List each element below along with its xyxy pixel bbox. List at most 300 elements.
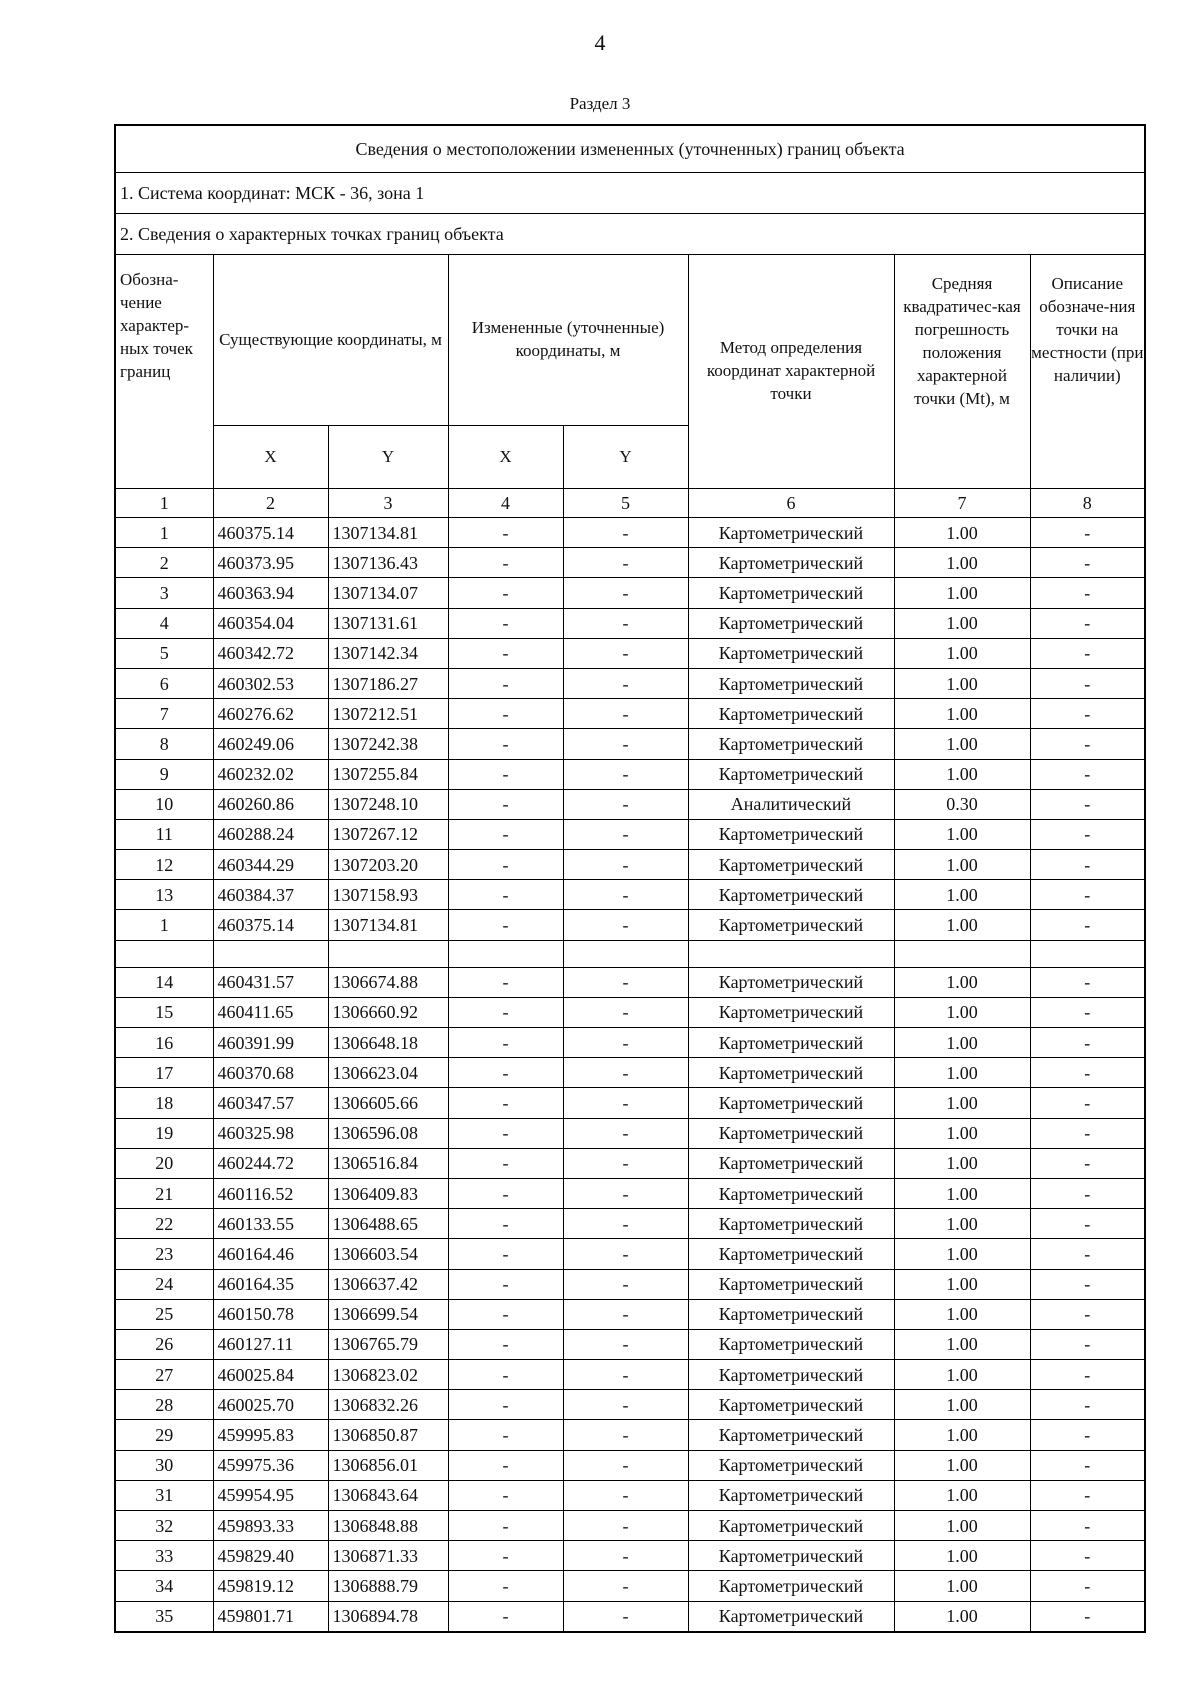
changed-x-cell: - bbox=[448, 1329, 563, 1359]
description-cell: - bbox=[1030, 1148, 1145, 1178]
table-title: Сведения о местоположении измененных (уточненных) границ объекта bbox=[115, 125, 1145, 173]
method-cell: Картометрический bbox=[688, 668, 894, 698]
existing-y-cell: 1307186.27 bbox=[328, 668, 448, 698]
table-row bbox=[115, 668, 1145, 698]
table-row bbox=[115, 759, 1145, 789]
changed-y-cell: - bbox=[563, 1541, 688, 1571]
changed-x-cell: - bbox=[448, 967, 563, 997]
mean-error-cell: 1.00 bbox=[894, 759, 1030, 789]
existing-x-cell: 459829.40 bbox=[213, 1541, 328, 1571]
existing-x-cell: 460276.62 bbox=[213, 699, 328, 729]
existing-x-cell: 459995.83 bbox=[213, 1420, 328, 1450]
changed-x-cell: - bbox=[448, 819, 563, 849]
method-cell: Картометрический bbox=[688, 910, 894, 940]
boundary-points-table bbox=[114, 124, 1146, 1633]
description-cell: - bbox=[1030, 759, 1145, 789]
changed-y-cell: - bbox=[563, 518, 688, 548]
point-number-cell: 33 bbox=[115, 1541, 213, 1571]
empty-cell bbox=[448, 940, 563, 967]
table-row bbox=[115, 1511, 1145, 1541]
existing-x-cell: 460127.11 bbox=[213, 1329, 328, 1359]
table-row bbox=[115, 997, 1145, 1027]
changed-y-cell: - bbox=[563, 880, 688, 910]
changed-y-cell: - bbox=[563, 1209, 688, 1239]
description-cell: - bbox=[1030, 1178, 1145, 1208]
description-cell: - bbox=[1030, 1511, 1145, 1541]
existing-y-cell: 1306596.08 bbox=[328, 1118, 448, 1148]
table-row bbox=[115, 1420, 1145, 1450]
method-cell: Картометрический bbox=[688, 1269, 894, 1299]
changed-x-cell: - bbox=[448, 789, 563, 819]
method-cell: Картометрический bbox=[688, 1360, 894, 1390]
changed-x-cell: - bbox=[448, 997, 563, 1027]
changed-x-cell: - bbox=[448, 1299, 563, 1329]
method-cell: Картометрический bbox=[688, 1390, 894, 1420]
table-row bbox=[115, 729, 1145, 759]
table-row bbox=[115, 1329, 1145, 1359]
existing-x-cell: 460431.57 bbox=[213, 967, 328, 997]
changed-x-cell: - bbox=[448, 668, 563, 698]
point-number-cell: 12 bbox=[115, 850, 213, 880]
existing-x-cell: 460391.99 bbox=[213, 1028, 328, 1058]
changed-y-cell: - bbox=[563, 1118, 688, 1148]
existing-x-cell: 460025.84 bbox=[213, 1360, 328, 1390]
point-number-cell: 18 bbox=[115, 1088, 213, 1118]
table-row bbox=[115, 1360, 1145, 1390]
changed-y-cell: - bbox=[563, 850, 688, 880]
table-row bbox=[115, 1058, 1145, 1088]
description-cell: - bbox=[1030, 1329, 1145, 1359]
method-cell: Картометрический bbox=[688, 1601, 894, 1632]
method-cell: Картометрический bbox=[688, 967, 894, 997]
table-row bbox=[115, 1571, 1145, 1601]
existing-x-cell: 460025.70 bbox=[213, 1390, 328, 1420]
existing-y-cell: 1306488.65 bbox=[328, 1209, 448, 1239]
changed-y-cell: - bbox=[563, 699, 688, 729]
table-row bbox=[115, 548, 1145, 578]
method-cell: Картометрический bbox=[688, 819, 894, 849]
table-row bbox=[115, 880, 1145, 910]
existing-x-cell: 460344.29 bbox=[213, 850, 328, 880]
description-cell: - bbox=[1030, 1209, 1145, 1239]
table-row bbox=[115, 638, 1145, 668]
point-number-cell: 32 bbox=[115, 1511, 213, 1541]
existing-y-cell: 1307267.12 bbox=[328, 819, 448, 849]
description-cell: - bbox=[1030, 997, 1145, 1027]
changed-y-cell: - bbox=[563, 1360, 688, 1390]
description-cell: - bbox=[1030, 1269, 1145, 1299]
changed-y-cell: - bbox=[563, 1178, 688, 1208]
column-number: 3 bbox=[328, 489, 448, 518]
point-number-cell: 15 bbox=[115, 997, 213, 1027]
existing-x-cell: 460260.86 bbox=[213, 789, 328, 819]
method-cell: Картометрический bbox=[688, 1239, 894, 1269]
existing-x-cell: 460347.57 bbox=[213, 1088, 328, 1118]
changed-y-cell: - bbox=[563, 967, 688, 997]
existing-x-cell: 460164.46 bbox=[213, 1239, 328, 1269]
point-number-cell: 4 bbox=[115, 608, 213, 638]
table-row bbox=[115, 1541, 1145, 1571]
existing-y-cell: 1307142.34 bbox=[328, 638, 448, 668]
existing-y-cell: 1306765.79 bbox=[328, 1329, 448, 1359]
table-row bbox=[115, 1450, 1145, 1480]
empty-cell bbox=[213, 940, 328, 967]
changed-x-cell: - bbox=[448, 1088, 563, 1118]
point-number-cell: 29 bbox=[115, 1420, 213, 1450]
mean-error-cell: 1.00 bbox=[894, 1329, 1030, 1359]
existing-y-cell: 1306848.88 bbox=[328, 1511, 448, 1541]
point-number-cell: 16 bbox=[115, 1028, 213, 1058]
changed-x-cell: - bbox=[448, 1028, 563, 1058]
header-existing-coords: Существующие координаты, м bbox=[213, 255, 448, 426]
table-row bbox=[115, 1118, 1145, 1148]
existing-y-cell: 1306623.04 bbox=[328, 1058, 448, 1088]
existing-x-cell: 460354.04 bbox=[213, 608, 328, 638]
existing-x-cell: 460342.72 bbox=[213, 638, 328, 668]
header-changed-coords: Измененные (уточненные) координаты, м bbox=[448, 255, 688, 426]
description-cell: - bbox=[1030, 880, 1145, 910]
existing-y-cell: 1306605.66 bbox=[328, 1088, 448, 1118]
changed-y-cell: - bbox=[563, 789, 688, 819]
changed-x-cell: - bbox=[448, 1118, 563, 1148]
method-cell: Картометрический bbox=[688, 1480, 894, 1510]
changed-y-cell: - bbox=[563, 997, 688, 1027]
point-number-cell: 23 bbox=[115, 1239, 213, 1269]
point-number-cell: 9 bbox=[115, 759, 213, 789]
changed-y-cell: - bbox=[563, 578, 688, 608]
method-cell: Картометрический bbox=[688, 759, 894, 789]
existing-y-cell: 1306409.83 bbox=[328, 1178, 448, 1208]
existing-x-cell: 460373.95 bbox=[213, 548, 328, 578]
point-number-cell: 30 bbox=[115, 1450, 213, 1480]
existing-y-cell: 1306674.88 bbox=[328, 967, 448, 997]
existing-y-cell: 1306699.54 bbox=[328, 1299, 448, 1329]
existing-x-cell: 460375.14 bbox=[213, 518, 328, 548]
table-row bbox=[115, 1299, 1145, 1329]
existing-x-cell: 460288.24 bbox=[213, 819, 328, 849]
description-cell: - bbox=[1030, 1541, 1145, 1571]
page-number: 4 bbox=[594, 30, 606, 55]
mean-error-cell: 1.00 bbox=[894, 1571, 1030, 1601]
mean-error-cell: 1.00 bbox=[894, 1299, 1030, 1329]
existing-y-cell: 1307134.81 bbox=[328, 518, 448, 548]
point-number-cell: 1 bbox=[115, 518, 213, 548]
description-cell: - bbox=[1030, 608, 1145, 638]
existing-x-cell: 460164.35 bbox=[213, 1269, 328, 1299]
table-row bbox=[115, 1028, 1145, 1058]
method-cell: Картометрический bbox=[688, 729, 894, 759]
description-cell: - bbox=[1030, 668, 1145, 698]
mean-error-cell: 1.00 bbox=[894, 880, 1030, 910]
point-number-cell: 34 bbox=[115, 1571, 213, 1601]
table-row bbox=[115, 1239, 1145, 1269]
table-row bbox=[115, 1390, 1145, 1420]
method-cell: Картометрический bbox=[688, 1058, 894, 1088]
changed-y-cell: - bbox=[563, 910, 688, 940]
method-cell: Картометрический bbox=[688, 699, 894, 729]
header-changed-x: X bbox=[448, 426, 563, 489]
table-row bbox=[115, 699, 1145, 729]
mean-error-cell: 1.00 bbox=[894, 1390, 1030, 1420]
description-cell: - bbox=[1030, 518, 1145, 548]
column-number: 4 bbox=[448, 489, 563, 518]
column-number: 8 bbox=[1030, 489, 1145, 518]
mean-error-cell: 1.00 bbox=[894, 997, 1030, 1027]
existing-y-cell: 1307203.20 bbox=[328, 850, 448, 880]
description-cell: - bbox=[1030, 1571, 1145, 1601]
column-number: 6 bbox=[688, 489, 894, 518]
existing-y-cell: 1306871.33 bbox=[328, 1541, 448, 1571]
table-row bbox=[115, 1269, 1145, 1299]
point-number-cell: 1 bbox=[115, 910, 213, 940]
existing-y-cell: 1307136.43 bbox=[328, 548, 448, 578]
table-row bbox=[115, 850, 1145, 880]
table-row bbox=[115, 1480, 1145, 1510]
mean-error-cell: 1.00 bbox=[894, 1269, 1030, 1299]
table-row bbox=[115, 1148, 1145, 1178]
method-cell: Картометрический bbox=[688, 1299, 894, 1329]
changed-x-cell: - bbox=[448, 1511, 563, 1541]
mean-error-cell: 1.00 bbox=[894, 819, 1030, 849]
changed-x-cell: - bbox=[448, 880, 563, 910]
header-method: Метод определения координат характерной точки bbox=[688, 255, 894, 489]
mean-error-cell: 1.00 bbox=[894, 729, 1030, 759]
method-cell: Картометрический bbox=[688, 1088, 894, 1118]
empty-cell bbox=[1030, 940, 1145, 967]
mean-error-cell: 1.00 bbox=[894, 1028, 1030, 1058]
existing-x-cell: 460244.72 bbox=[213, 1148, 328, 1178]
existing-x-cell: 459954.95 bbox=[213, 1480, 328, 1510]
changed-x-cell: - bbox=[448, 1269, 563, 1299]
method-cell: Картометрический bbox=[688, 548, 894, 578]
changed-x-cell: - bbox=[448, 729, 563, 759]
point-number-cell: 26 bbox=[115, 1329, 213, 1359]
changed-y-cell: - bbox=[563, 1601, 688, 1632]
changed-y-cell: - bbox=[563, 1480, 688, 1510]
changed-x-cell: - bbox=[448, 1058, 563, 1088]
mean-error-cell: 1.00 bbox=[894, 518, 1030, 548]
existing-y-cell: 1307248.10 bbox=[328, 789, 448, 819]
existing-x-cell: 460302.53 bbox=[213, 668, 328, 698]
existing-y-cell: 1306648.18 bbox=[328, 1028, 448, 1058]
method-cell: Аналитический bbox=[688, 789, 894, 819]
changed-x-cell: - bbox=[448, 608, 563, 638]
existing-y-cell: 1307255.84 bbox=[328, 759, 448, 789]
existing-x-cell: 460411.65 bbox=[213, 997, 328, 1027]
existing-x-cell: 459893.33 bbox=[213, 1511, 328, 1541]
mean-error-cell: 1.00 bbox=[894, 1360, 1030, 1390]
header-point-designation: Обозна-чение характер-ных точек границ bbox=[115, 255, 213, 489]
points-section-title: 2. Сведения о характерных точках границ объекта bbox=[115, 214, 1145, 255]
existing-y-cell: 1307131.61 bbox=[328, 608, 448, 638]
existing-y-cell: 1306660.92 bbox=[328, 997, 448, 1027]
description-cell: - bbox=[1030, 850, 1145, 880]
existing-x-cell: 460325.98 bbox=[213, 1118, 328, 1148]
table-row bbox=[115, 1601, 1145, 1632]
column-number: 1 bbox=[115, 489, 213, 518]
method-cell: Картометрический bbox=[688, 1028, 894, 1058]
existing-y-cell: 1306894.78 bbox=[328, 1601, 448, 1632]
changed-y-cell: - bbox=[563, 1450, 688, 1480]
table-row bbox=[115, 1209, 1145, 1239]
point-number-cell: 24 bbox=[115, 1269, 213, 1299]
existing-x-cell: 459819.12 bbox=[213, 1571, 328, 1601]
existing-y-cell: 1307158.93 bbox=[328, 880, 448, 910]
point-number-cell: 17 bbox=[115, 1058, 213, 1088]
changed-y-cell: - bbox=[563, 729, 688, 759]
existing-y-cell: 1306516.84 bbox=[328, 1148, 448, 1178]
changed-x-cell: - bbox=[448, 910, 563, 940]
method-cell: Картометрический bbox=[688, 1329, 894, 1359]
method-cell: Картометрический bbox=[688, 997, 894, 1027]
existing-y-cell: 1307242.38 bbox=[328, 729, 448, 759]
description-cell: - bbox=[1030, 1088, 1145, 1118]
method-cell: Картометрический bbox=[688, 1118, 894, 1148]
point-number-cell: 20 bbox=[115, 1148, 213, 1178]
description-cell: - bbox=[1030, 699, 1145, 729]
description-cell: - bbox=[1030, 1390, 1145, 1420]
existing-x-cell: 459801.71 bbox=[213, 1601, 328, 1632]
existing-x-cell: 460370.68 bbox=[213, 1058, 328, 1088]
mean-error-cell: 1.00 bbox=[894, 967, 1030, 997]
changed-x-cell: - bbox=[448, 699, 563, 729]
point-number-cell: 13 bbox=[115, 880, 213, 910]
mean-error-cell: 1.00 bbox=[894, 638, 1030, 668]
changed-y-cell: - bbox=[563, 1420, 688, 1450]
description-cell: - bbox=[1030, 1239, 1145, 1269]
existing-x-cell: 460363.94 bbox=[213, 578, 328, 608]
table-row bbox=[115, 819, 1145, 849]
table-row bbox=[115, 1178, 1145, 1208]
existing-y-cell: 1306888.79 bbox=[328, 1571, 448, 1601]
changed-x-cell: - bbox=[448, 638, 563, 668]
changed-y-cell: - bbox=[563, 1148, 688, 1178]
changed-y-cell: - bbox=[563, 1269, 688, 1299]
point-number-cell: 10 bbox=[115, 789, 213, 819]
existing-y-cell: 1307134.81 bbox=[328, 910, 448, 940]
mean-error-cell: 1.00 bbox=[894, 668, 1030, 698]
description-cell: - bbox=[1030, 1028, 1145, 1058]
method-cell: Картометрический bbox=[688, 578, 894, 608]
point-number-cell: 11 bbox=[115, 819, 213, 849]
mean-error-cell: 1.00 bbox=[894, 608, 1030, 638]
description-cell: - bbox=[1030, 1480, 1145, 1510]
existing-y-cell: 1306832.26 bbox=[328, 1390, 448, 1420]
header-description: Описание обозначе-ния точки на местности (при наличии) bbox=[1030, 255, 1145, 489]
existing-x-cell: 460375.14 bbox=[213, 910, 328, 940]
description-cell: - bbox=[1030, 819, 1145, 849]
mean-error-cell: 1.00 bbox=[894, 850, 1030, 880]
existing-x-cell: 460232.02 bbox=[213, 759, 328, 789]
table-row bbox=[115, 910, 1145, 940]
changed-y-cell: - bbox=[563, 668, 688, 698]
existing-y-cell: 1306843.64 bbox=[328, 1480, 448, 1510]
description-cell: - bbox=[1030, 548, 1145, 578]
method-cell: Картометрический bbox=[688, 1178, 894, 1208]
description-cell: - bbox=[1030, 1299, 1145, 1329]
mean-error-cell: 1.00 bbox=[894, 699, 1030, 729]
point-number-cell: 27 bbox=[115, 1360, 213, 1390]
method-cell: Картометрический bbox=[688, 1420, 894, 1450]
changed-x-cell: - bbox=[448, 1420, 563, 1450]
description-cell: - bbox=[1030, 910, 1145, 940]
empty-cell bbox=[115, 940, 213, 967]
description-cell: - bbox=[1030, 638, 1145, 668]
point-number-cell: 7 bbox=[115, 699, 213, 729]
changed-y-cell: - bbox=[563, 819, 688, 849]
column-number: 5 bbox=[563, 489, 688, 518]
existing-y-cell: 1306823.02 bbox=[328, 1360, 448, 1390]
mean-error-cell: 1.00 bbox=[894, 1088, 1030, 1118]
table-row bbox=[115, 518, 1145, 548]
method-cell: Картометрический bbox=[688, 850, 894, 880]
description-cell: - bbox=[1030, 1450, 1145, 1480]
point-number-cell: 6 bbox=[115, 668, 213, 698]
changed-y-cell: - bbox=[563, 1058, 688, 1088]
existing-x-cell: 460133.55 bbox=[213, 1209, 328, 1239]
existing-x-cell: 459975.36 bbox=[213, 1450, 328, 1480]
header-changed-y: Y bbox=[563, 426, 688, 489]
table-row bbox=[115, 608, 1145, 638]
existing-x-cell: 460116.52 bbox=[213, 1178, 328, 1208]
changed-x-cell: - bbox=[448, 850, 563, 880]
table-separator-row bbox=[115, 940, 1145, 967]
changed-y-cell: - bbox=[563, 1329, 688, 1359]
point-number-cell: 22 bbox=[115, 1209, 213, 1239]
column-number: 2 bbox=[213, 489, 328, 518]
description-cell: - bbox=[1030, 789, 1145, 819]
method-cell: Картометрический bbox=[688, 1209, 894, 1239]
existing-x-cell: 460150.78 bbox=[213, 1299, 328, 1329]
description-cell: - bbox=[1030, 729, 1145, 759]
point-number-cell: 35 bbox=[115, 1601, 213, 1632]
changed-x-cell: - bbox=[448, 1178, 563, 1208]
method-cell: Картометрический bbox=[688, 1148, 894, 1178]
mean-error-cell: 1.00 bbox=[894, 1511, 1030, 1541]
table-row bbox=[115, 1088, 1145, 1118]
changed-x-cell: - bbox=[448, 1390, 563, 1420]
mean-error-cell: 1.00 bbox=[894, 578, 1030, 608]
mean-error-cell: 0.30 bbox=[894, 789, 1030, 819]
mean-error-cell: 1.00 bbox=[894, 1239, 1030, 1269]
mean-error-cell: 1.00 bbox=[894, 1601, 1030, 1632]
changed-y-cell: - bbox=[563, 1299, 688, 1329]
description-cell: - bbox=[1030, 967, 1145, 997]
changed-x-cell: - bbox=[448, 759, 563, 789]
changed-x-cell: - bbox=[448, 1209, 563, 1239]
changed-x-cell: - bbox=[448, 518, 563, 548]
method-cell: Картометрический bbox=[688, 1541, 894, 1571]
table-row bbox=[115, 789, 1145, 819]
mean-error-cell: 1.00 bbox=[894, 1178, 1030, 1208]
table-row bbox=[115, 967, 1145, 997]
method-cell: Картометрический bbox=[688, 1511, 894, 1541]
changed-x-cell: - bbox=[448, 1601, 563, 1632]
existing-y-cell: 1306637.42 bbox=[328, 1269, 448, 1299]
existing-x-cell: 460249.06 bbox=[213, 729, 328, 759]
point-number-cell: 5 bbox=[115, 638, 213, 668]
changed-y-cell: - bbox=[563, 1239, 688, 1269]
changed-y-cell: - bbox=[563, 1088, 688, 1118]
mean-error-cell: 1.00 bbox=[894, 1209, 1030, 1239]
changed-x-cell: - bbox=[448, 1571, 563, 1601]
description-cell: - bbox=[1030, 1118, 1145, 1148]
method-cell: Картометрический bbox=[688, 608, 894, 638]
changed-x-cell: - bbox=[448, 1239, 563, 1269]
mean-error-cell: 1.00 bbox=[894, 910, 1030, 940]
changed-x-cell: - bbox=[448, 1360, 563, 1390]
mean-error-cell: 1.00 bbox=[894, 1541, 1030, 1571]
